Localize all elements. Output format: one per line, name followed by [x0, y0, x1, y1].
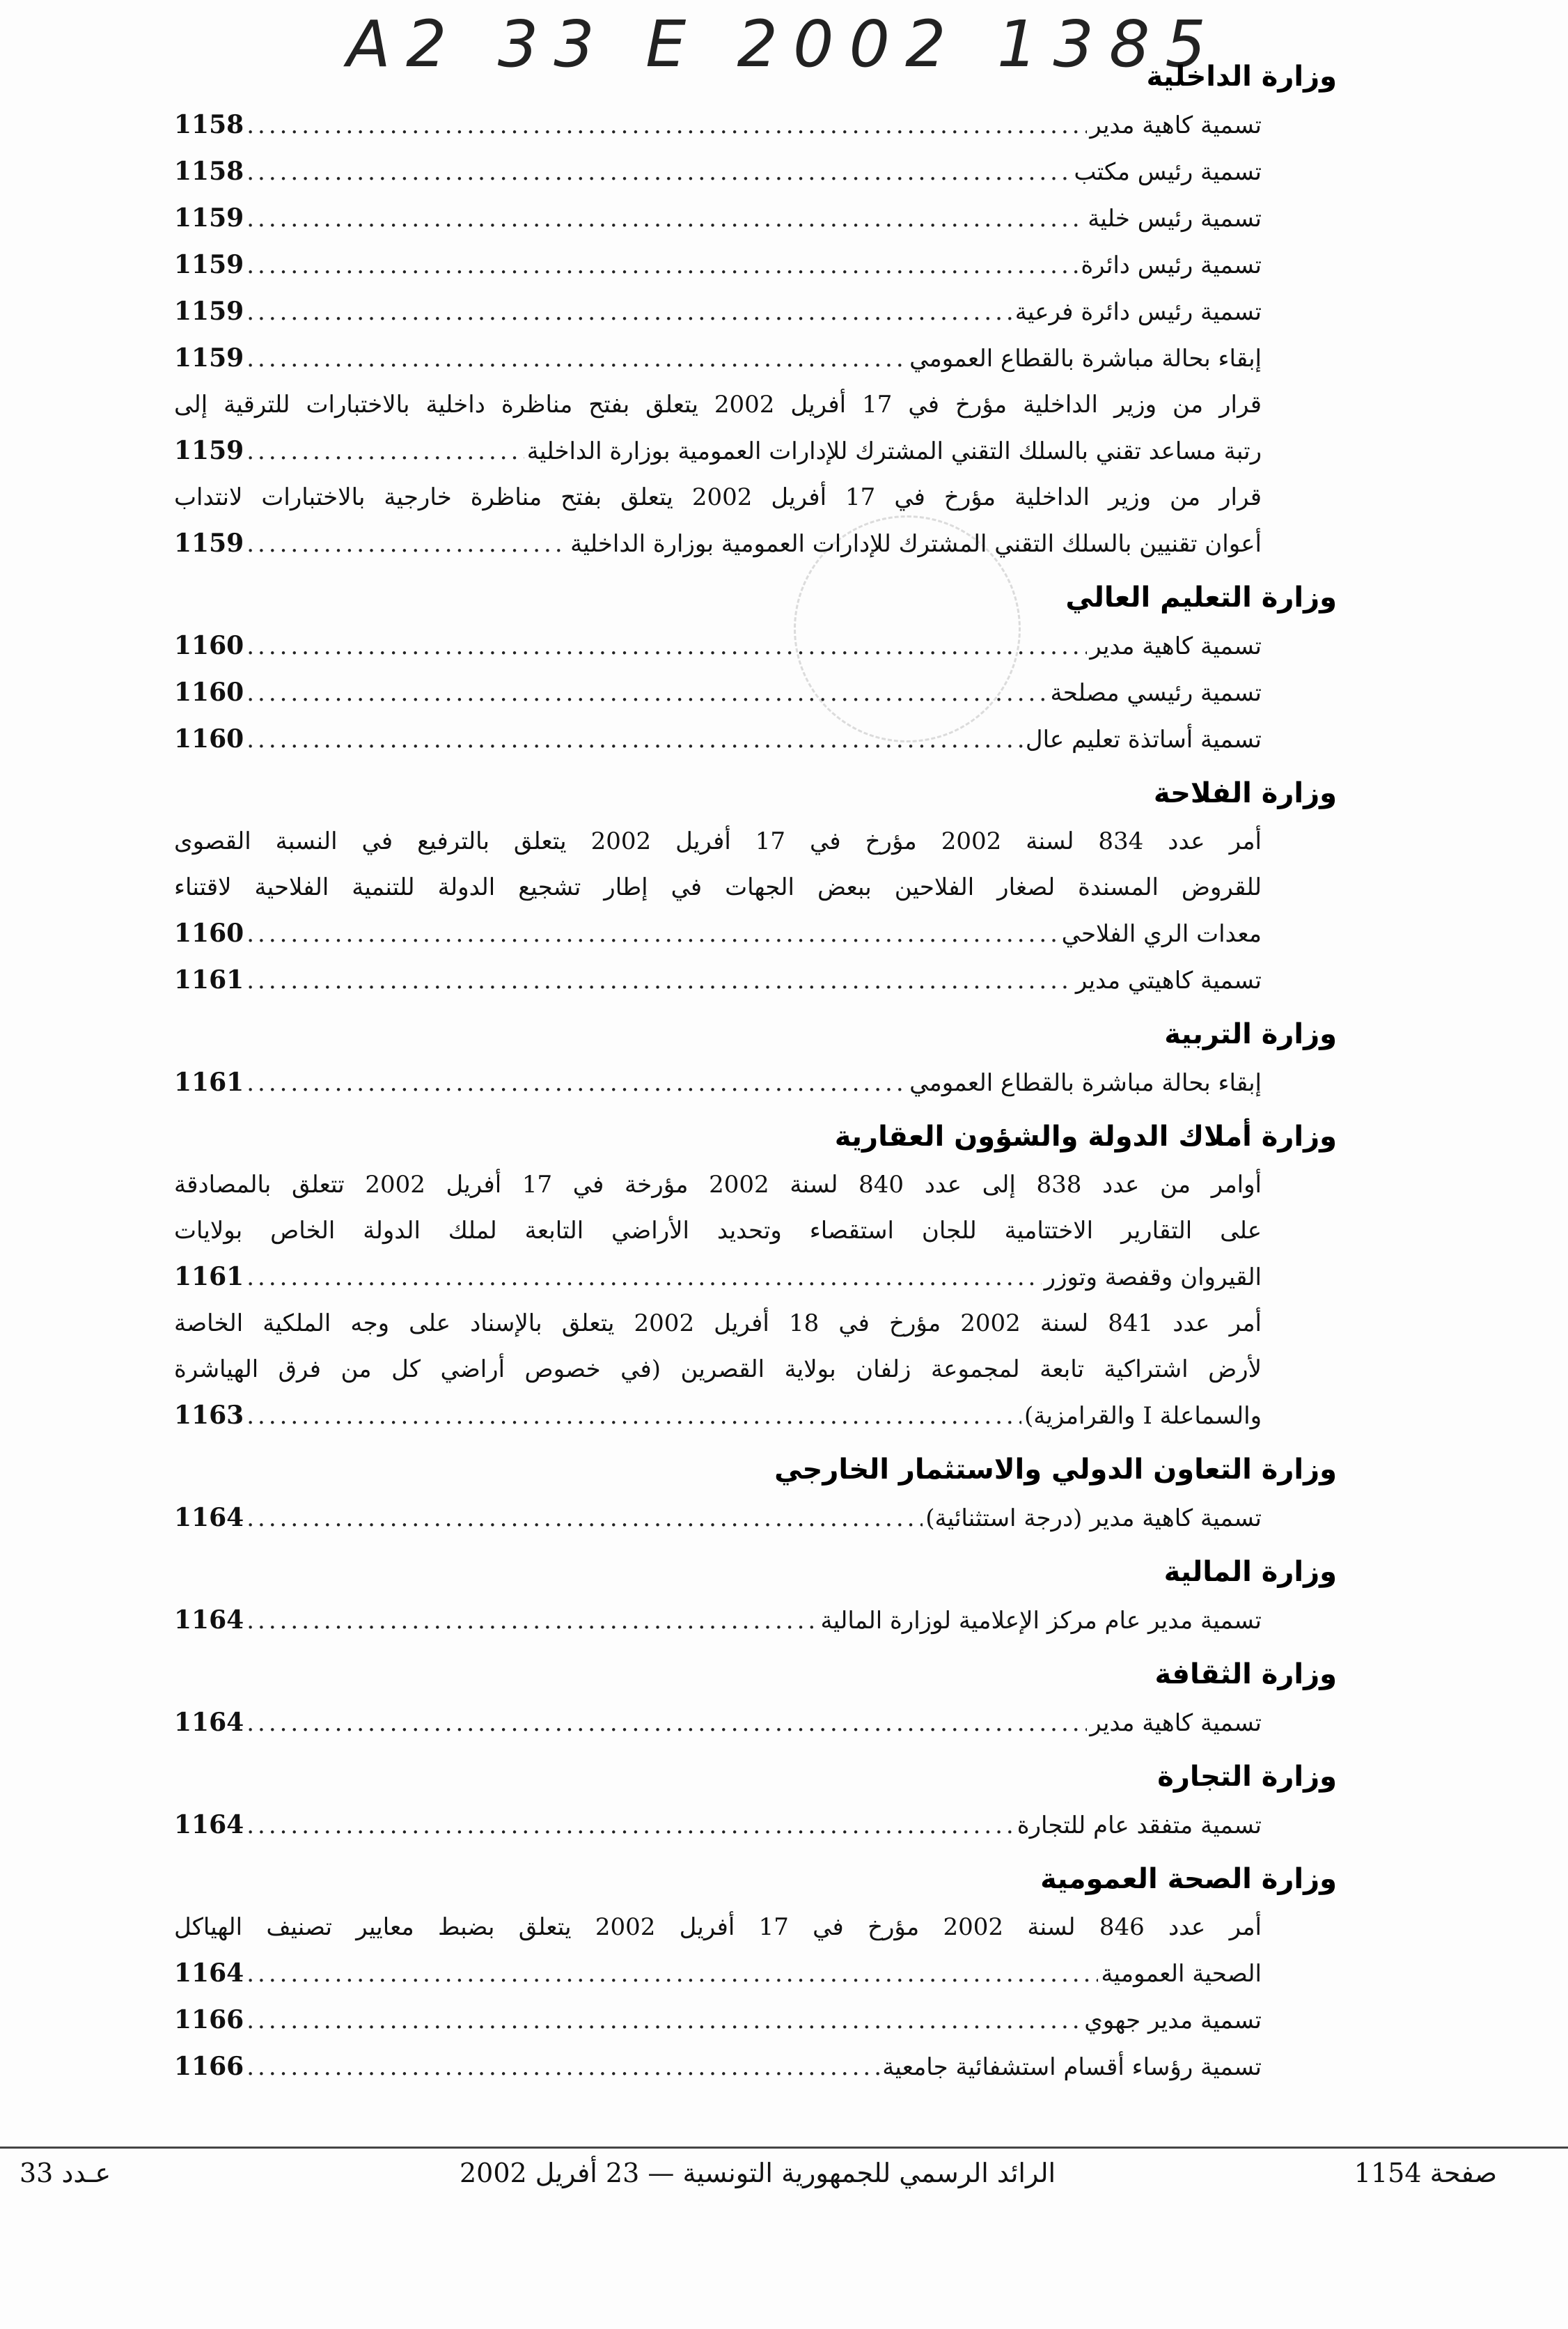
ministry-heading: وزارة الثقافة [1154, 1658, 1337, 1690]
footer-page-number: صفحة 1154 [1354, 2158, 1497, 2188]
entry-title: تسمية كاهيتي مدير [1075, 967, 1262, 995]
entry-text-line: قرار من وزير الداخلية مؤرخ في 17 أفريل 2002 يتعلق بفتح مناظرة خارجية بالاختبارات لانتداب [174, 483, 1262, 511]
dot-leader [246, 521, 567, 567]
entry-page-number: 1164 [174, 1708, 244, 1737]
toc-entry[interactable] [174, 716, 1262, 763]
entry-page-number: 1161 [174, 1068, 244, 1097]
entry-page-number: 1166 [174, 2005, 244, 2034]
toc-entry[interactable] [174, 474, 1262, 567]
toc-entry[interactable] [174, 335, 1262, 382]
dot-leader [246, 1951, 1098, 1997]
toc-entry[interactable] [174, 818, 1262, 957]
entry-page-number: 1160 [174, 678, 244, 707]
entry-page-number: 1159 [174, 436, 244, 465]
toc-entry[interactable] [174, 102, 1262, 148]
ministry-heading: وزارة التعليم العالي [1065, 582, 1337, 614]
dot-leader [246, 1802, 1014, 1848]
ministry-heading: وزارة المالية [1163, 1556, 1337, 1588]
entry-page-number: 1164 [174, 1605, 244, 1635]
entry-title: إبقاء بحالة مباشرة بالقطاع العمومي [909, 345, 1262, 373]
entry-title: تسمية رئيس دائرة [1081, 251, 1262, 279]
toc-entry[interactable] [174, 957, 1262, 1004]
toc-entry[interactable] [174, 669, 1262, 716]
handwritten-archive-mark: A2 33 E 2002 1385 [347, 7, 1221, 81]
toc-entry[interactable] [174, 288, 1262, 335]
entry-page-number: 1160 [174, 724, 244, 754]
entry-title: تسمية متفقد عام للتجارة [1017, 1812, 1262, 1839]
dot-leader [246, 149, 1071, 195]
ministry-heading: وزارة الصحة العمومية [1040, 1863, 1337, 1895]
dot-leader [246, 670, 1047, 716]
entry-page-number: 1160 [174, 919, 244, 948]
entry-page-number: 1159 [174, 343, 244, 373]
dot-leader [246, 428, 524, 474]
toc-entry[interactable] [174, 2043, 1262, 2090]
dot-leader [246, 102, 1087, 148]
ministry-heading: وزارة التربية [1164, 1018, 1337, 1050]
entry-text-line: للقروض المسندة لصغار الفلاحين ببعض الجهات في إطار تشجيع الدولة للتنمية الفلاحية لاقتناء [174, 873, 1262, 901]
table-of-contents [174, 56, 1337, 2090]
dot-leader [246, 2044, 879, 2090]
entry-page-number: 1164 [174, 1503, 244, 1532]
entry-title: تسمية كاهية مدير (درجة استثنائية) [925, 1504, 1262, 1532]
entry-title: تسمية مدير عام مركز الإعلامية لوزارة المالية [820, 1607, 1262, 1635]
toc-entry[interactable] [174, 382, 1262, 474]
entry-title: تسمية رئيس دائرة فرعية [1014, 298, 1262, 326]
ministry-heading: وزارة الفلاحة [1153, 777, 1337, 809]
toc-entry[interactable] [174, 195, 1262, 242]
ministry-heading: وزارة التعاون الدولي والاستثمار الخارجي [774, 1454, 1337, 1486]
entry-title: تسمية رئيس مكتب [1074, 158, 1262, 186]
entry-text-line: على التقارير الاختتامية للجان استقصاء وتحديد الأراضي التابعة لملك الدولة الخاص بولايات [174, 1217, 1262, 1245]
entry-title: أعوان تقنيين بالسلك التقني المشترك للإدارات العمومية بوزارة الداخلية [570, 530, 1262, 558]
dot-leader [246, 242, 1078, 288]
ministry-heading: وزارة التجارة [1157, 1761, 1337, 1793]
entry-page-number: 1166 [174, 2052, 244, 2081]
dot-leader [246, 1393, 1021, 1439]
entry-title: تسمية أساتذة تعليم عال [1025, 726, 1262, 754]
entry-title: والسماعلة I والقرامزية) [1024, 1402, 1262, 1430]
toc-entry[interactable] [174, 1300, 1262, 1439]
entry-title: القيروان وقفصة وتوزر [1044, 1263, 1262, 1291]
entry-page-number: 1163 [174, 1401, 244, 1430]
dot-leader [246, 1700, 1087, 1746]
entry-page-number: 1161 [174, 1262, 244, 1291]
entry-page-number: 1158 [174, 110, 244, 139]
entry-title: تسمية رئيسي مصلحة [1050, 679, 1262, 707]
entry-text-line: أوامر من عدد 838 إلى عدد 840 لسنة 2002 مؤرخة في 17 أفريل 2002 تتعلق بالمصادقة [174, 1171, 1262, 1199]
entry-title: تسمية رئيس خلية [1088, 205, 1262, 233]
toc-entry[interactable] [174, 1802, 1262, 1848]
toc-entry[interactable] [174, 242, 1262, 288]
entry-title: إبقاء بحالة مباشرة بالقطاع العمومي [909, 1069, 1262, 1097]
toc-entry[interactable] [174, 1904, 1262, 1997]
dot-leader [246, 1254, 1041, 1300]
entry-text-line: لأرض اشتراكية تابعة لمجموعة زلفان بولاية القصرين (في خصوص أراضي كل من فرق الهياشرة [174, 1355, 1262, 1383]
toc-entry[interactable] [174, 1699, 1262, 1746]
dot-leader [246, 289, 1012, 335]
toc-entry[interactable] [174, 1997, 1262, 2043]
entry-title: معدات الري الفلاحي [1061, 920, 1262, 948]
entry-page-number: 1164 [174, 1958, 244, 1988]
dot-leader [246, 1060, 907, 1106]
entry-page-number: 1164 [174, 1810, 244, 1839]
footer-issue-number: عـدد 33 [19, 2158, 111, 2188]
entry-title: تسمية مدير جهوي [1084, 2007, 1262, 2034]
entry-page-number: 1161 [174, 965, 244, 995]
ministry-heading: وزارة أملاك الدولة والشؤون العقارية [834, 1121, 1337, 1153]
toc-entry[interactable] [174, 148, 1262, 195]
toc-entry[interactable] [174, 623, 1262, 669]
dot-leader [246, 958, 1073, 1004]
entry-title: تسمية كاهية مدير [1090, 1709, 1262, 1737]
entry-title: تسمية كاهية مدير [1090, 632, 1262, 660]
toc-entry[interactable] [174, 1597, 1262, 1644]
entry-page-number: 1160 [174, 631, 244, 660]
entry-text-line: قرار من وزير الداخلية مؤرخ في 17 أفريل 2002 يتعلق بفتح مناظرة داخلية بالاختبارات للترقية إلى [174, 391, 1262, 419]
dot-leader [246, 911, 1058, 957]
dot-leader [246, 196, 1085, 242]
dot-leader [246, 1598, 817, 1644]
toc-entry[interactable] [174, 1059, 1262, 1106]
dot-leader [246, 1997, 1081, 2043]
toc-entry[interactable] [174, 1162, 1262, 1300]
entry-page-number: 1159 [174, 297, 244, 326]
ministry-heading: وزارة الداخلية [1146, 61, 1337, 93]
dot-leader [246, 1495, 923, 1541]
entry-title: تسمية رؤساء أقسام استشفائية جامعية [882, 2053, 1262, 2081]
dot-leader [246, 336, 907, 382]
dot-leader [246, 623, 1087, 669]
entry-text-line: أمر عدد 841 لسنة 2002 مؤرخ في 18 أفريل 2002 يتعلق بالإسناد على وجه الملكية الخاصة [174, 1309, 1262, 1337]
entry-text-line: أمر عدد 834 لسنة 2002 مؤرخ في 17 أفريل 2002 يتعلق بالترفيع في النسبة القصوى [174, 827, 1262, 855]
toc-entry[interactable] [174, 1495, 1262, 1541]
entry-page-number: 1158 [174, 157, 244, 186]
entry-title: تسمية كاهية مدير [1090, 111, 1262, 139]
entry-text-line: أمر عدد 846 لسنة 2002 مؤرخ في 17 أفريل 2002 يتعلق بضبط معايير تصنيف الهياكل [174, 1913, 1262, 1941]
entry-title: رتبة مساعد تقني بالسلك التقني المشترك للإدارات العمومية بوزارة الداخلية [526, 437, 1262, 465]
entry-page-number: 1159 [174, 203, 244, 233]
entry-page-number: 1159 [174, 250, 244, 279]
footer-rule [0, 2147, 1568, 2149]
entry-title: الصحية العمومية [1101, 1960, 1262, 1988]
page-footer [0, 2158, 1568, 2199]
dot-leader [246, 717, 1023, 763]
footer-journal-date: الرائد الرسمي للجمهورية التونسية — 23 أفريل 2002 [460, 2158, 1056, 2188]
entry-page-number: 1159 [174, 529, 244, 558]
